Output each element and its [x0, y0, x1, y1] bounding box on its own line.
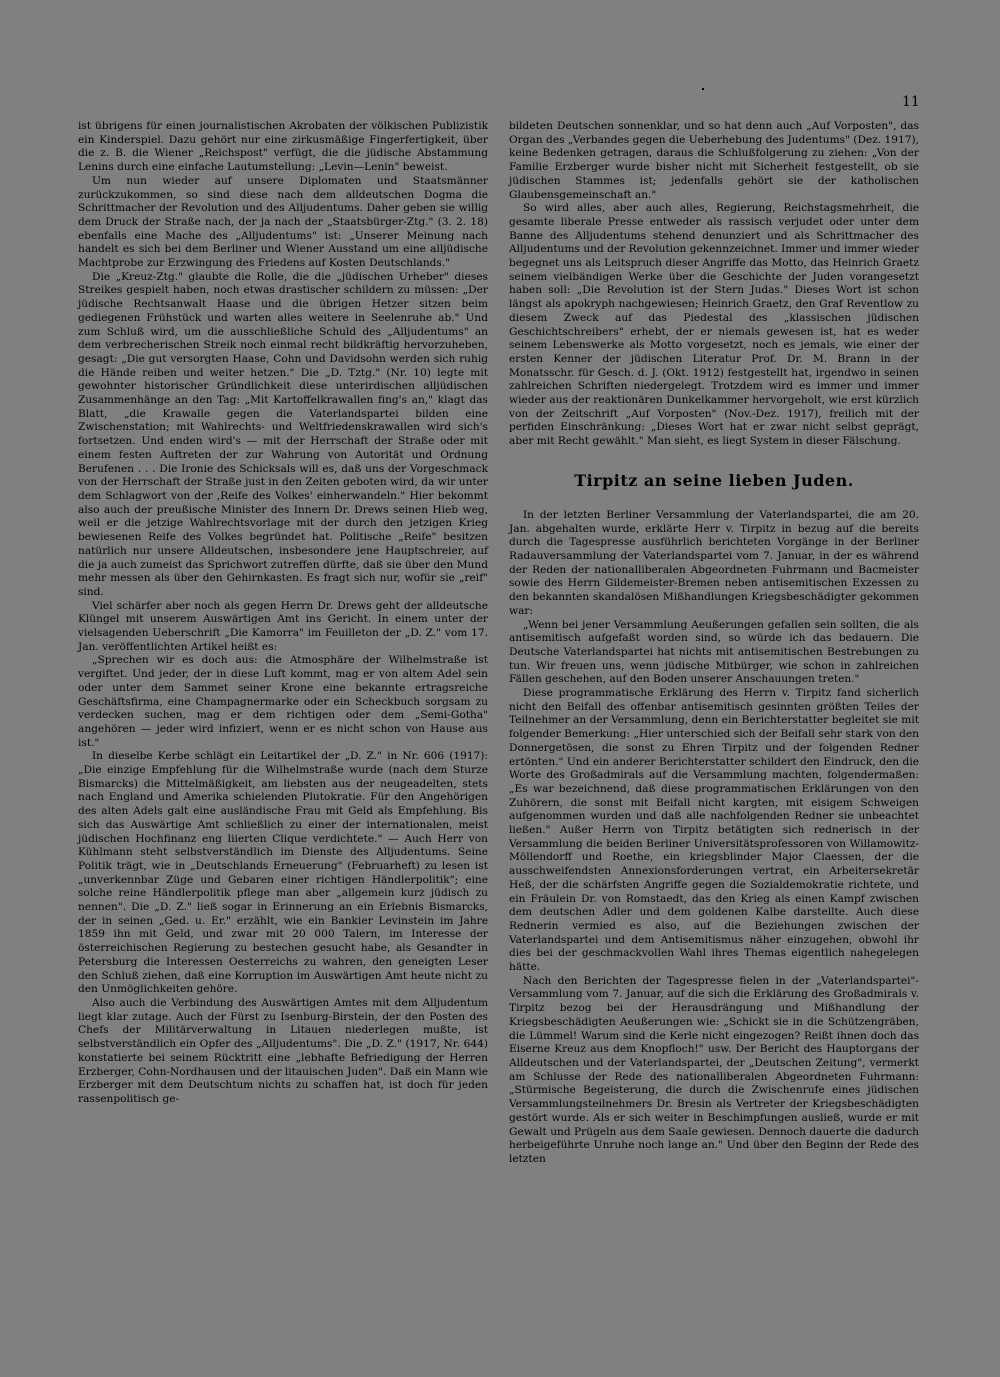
block-quote: „Sprechen wir es doch aus: die Atmosphäre der Wilhelmstraße ist vergiftet. Und jeder, der in diese Luft kommt, mag er von altem Adel sein oder unter dem Sammet seiner Krone eine bekannte ertragsreiche Geschäftsfirma, eine Champagnermarke oder ein Scheckbuch sorgsam zu verdecken suchen, mag er dem richtigen oder dem „Semi-Gotha" angehören — jeder wird infiziert, wenn er es nicht schon von Hause aus ist." — [78, 654, 488, 749]
left-column — [78, 120, 488, 1285]
paragraph: Also auch die Verbindung des Auswärtigen Amtes mit dem Alljudentum liegt klar zutage. Auch der Fürst zu Isenburg-Birstein, der den Posten des Chefs der Militärverwaltung in Litauen niederlegen mußte, ist selbstverständlich ein Opfer des „Alljudentums". Die „D. Z." (1917, Nr. 644) konstatierte bei seinem Rücktritt eine „lebhafte Befriedigung der Herren Erzberger, Cohn-Nordhausen und der litauischen Juden". Daß ein Mann wie Erzberger mit dem Deutschtum nichts zu schaffen hat, ist doch für jeden rassenpolitisch ge- — [78, 997, 488, 1105]
paragraph: Diese programmatische Erklärung des Herrn v. Tirpitz fand sicherlich nicht den Beifall des offenbar antisemitisch gesinnten größten Teiles der Teilnehmer an der Versammlung, denn ein Berichterstatter begleitet sie mit folgender Bemerkung: „Hier unterschied sich der Beifall sehr stark von den Donnergetösen, die sonst zu Ehren Tirpitz und der folgenden Redner ertönten." Und ein anderer Berichterstatter schildert den Eindruck, den die Worte des Großadmirals auf die Versammlung machten, folgendermaßen: „Es war bezeichnend, daß diese programmatischen Erklärungen von den Zuhörern, die sonst mit Beifall nicht kargten, mit eisigem Schweigen aufgenommen wurden und daß alle nachfolgenden Redner sie unbeachtet ließen." Außer Herrn von Tirpitz betätigten sich rednerisch in der Versammlung die beiden Berliner Universitätsprofessoren von Willamowitz-Möllendorff und Roethe, ein kriegsblinder Major Claessen, der die ausschweifendsten Annexionsforderungen vertrat, ein Arbeitersekretär Heß, der die schärfsten Angriffe gegen die Sozialdemokratie richtete, und ein Fräulein Dr. von Romstaedt, das den Krieg als einen Kampf zwischen dem deutschen Adler und dem goldenen Kalbe darstellte. Auch diese Rednerin vermied es also, auf die Beziehungen zwischen der Vaterlandspartei und dem Antisemitismus näher einzugehen, obwohl ihr dies bei der geschmackvollen Wahl ihres Themas eigentlich nahegelegen hätte. — [509, 687, 919, 974]
paragraph: Die „Kreuz-Ztg." glaubte die Rolle, die die „jüdischen Urheber" dieses Streikes gespielt haben, noch etwas drastischer schildern zu müssen: „Der jüdische Rechtsanwalt Haase und die übrigen Hetzer sitzen beim gediegenen Frühstück und warten alles weitere in Seelenruhe ab." Und zum Schluß wird, um die ausschließliche Schuld des „Alljudentums" an dem verbrecherischen Streik noch einmal recht bildkräftig hervorzuheben, gesagt: „Die gut versorgten Haase, Cohn und Davidsohn werden sich ruhig die Hände reiben und weiter hetzen." Die „D. Tztg." (Nr. 10) legte mit gewohnter historischer Gründlichkeit diese unterirdischen alljüdischen Zusammenhänge an den Tag: „Mit Kartoffelkrawallen fing's an," klagt das Blatt, „die Krawalle gegen die Vaterlandspartei bilden eine Zwischenstation; mit Wahlrechts- und Weltfriedenskrawallen wird sich's fortsetzen. Und enden wird's — mit der Herrschaft der Straße oder mit einem festen Auftreten der zur Wahrung von Autorität und Ordnung Berufenen . . . Die Ironie des Schicksals will es, daß uns der Vorgeschmack von der Herrschaft der Straße just in den Zeiten geboten wird, da wir unter dem Schlagwort von der ‚Reife des Volkes' einherwandeln." Hier bekommt also auch der preußische Minister des Innern Dr. Drews seinen Hieb weg, weil er die jetzige Wahlrechtsvorlage mit der durch den jetzigen Krieg bewiesenen Reife des Volkes begründet hat. Politische „Reife" besitzen natürlich nur unsere Alldeutschen, insbesondere jene Hauptschreier, auf die ja auch zumeist das Sprichwort zutreffen dürfte, daß sie über den Mund mehr messen als über den Gehirnkasten. Es fragt sich nur, wofür sie „reif" sind. — [78, 270, 488, 598]
paragraph: In der letzten Berliner Versammlung der Vaterlandspartei, die am 20. Jan. abgehalten wurde, erklärte Herr v. Tirpitz in bezug auf die bereits durch die Tagespresse ausführlich berichteten Vorgänge in der Berliner Radauversammlung der Vaterlandspartei vom 7. Januar, in der es während der Reden der nationalliberalen Abgeordneten Fuhrmann und Bacmeister sowie des Herrn Gildemeister-Bremen neben antisemitischen Exzessen zu den bekannten skandalösen Mißhandlungen Kriegsbeschädigter gekommen war: — [509, 508, 919, 617]
paragraph: So wird alles, aber auch alles, Regierung, Reichstagsmehrheit, die gesamte liberale Presse entweder als rassisch verjudet oder unter dem Banne des Alljudentums stehend denunziert und als Schrittmacher des Alljudentums und der Revolution gekennzeichnet. Immer und immer wieder begegnet uns als Leitspruch dieser Angriffe das Motto, das Heinrich Graetz seinem vielbändigen Werke über die Geschichte der Juden vorangesetzt haben soll: „Die Revolution ist der Stern Judas." Dieses Wort ist schon längst als apokryph nachgewiesen; Heinrich Graetz, den Graf Reventlow zu diesem Zweck auf das Piedestal des „klassischen jüdischen Geschichtschreibers" erhebt, der er niemals gewesen ist, hat es weder seinem Lebenswerke als Motto vorgesetzt, noch es jemals, wie einer der ersten Kenner der jüdischen Literatur Prof. Dr. M. Brann in der Monatsschr. für Gesch. d. J. (Okt. 1912) festgestellt hat, irgendwo in seinen zahlreichen Schriften niedergelegt. Trotzdem wird es immer und immer wieder aus der reaktionären Dunkelkammer hervorgeholt, wie erst kürzlich von der Zeitschrift „Auf Vorposten" (Nov.-Dez. 1917), freilich mit der perfiden Einschränkung: „Dieses Wort hat er zwar nicht selbst geprägt, aber mit Recht gewählt." Man sieht, es liegt System in dieser Fälschung. — [509, 202, 919, 448]
page-number: 11 — [902, 94, 920, 110]
paragraph: Um nun wieder auf unsere Diplomaten und Staatsmänner zurückzukommen, so sind diese nach dem alldeutschen Dogma die Schrittmacher der Revolution und des Alljudentums. Daher geben sie willig dem Druck der Straße nach, der ja nach der „Staatsbürger-Ztg." (3. 2. 18) ebenfalls eine Mache des „Alljudentums" ist: „Unserer Meinung nach handelt es sich bei dem Berliner und Wiener Ausstand um eine alljüdische Machtprobe zur Erzwingung des Friedens auf Kosten Deutschlands." — [78, 174, 488, 270]
paragraph: In dieselbe Kerbe schlägt ein Leitartikel der „D. Z." in Nr. 606 (1917): „Die einzige Empfehlung für die Wilhelmstraße wurde (nach dem Sturze Bismarcks) die Mittelmäßigkeit, am liebsten aus der neugeadelten, stets nach England und Amerika schielenden Plutokratie. Für den Angehörigen des alten Adels galt eine ausländische Frau mit Geld als Empfehlung. Bis sich das Auswärtige Amt schließlich zu einer der internationalen, meist jüdischen Hochfinanz eng liierten Clique verdichtete." — Auch Herr von Kühlmann steht selbstverständlich im Dienste des Alljudentums. Seine Politik trägt, wie in „Deutschlands Erneuerung" (Februarheft) zu lesen ist „unverkennbar Züge und Gebaren einer richtigen Händlerpolitik"; eine solche reine Händlerpolitik pflege man aber „allgemein kurz jüdisch zu nennen". Die „D. Z." ließ sogar in Erinnerung an ein Erlebnis Bismarcks, der in seinen „Ged. u. Er." erzählt, wie ein Bankier Levinstein im Jahre 1859 ihn mit Geld, und zwar mit 20 000 Talern, im Interesse der österreichischen Regierung zu bestechen gesucht habe, als Gesandter in Petersburg die Interessen Oesterreichs zu wahren, den geneigten Leser den Schluß ziehen, daß eine Korruption im Auswärtigen Amt heute nicht zu den Unmöglichkeiten gehöre. — [78, 750, 488, 996]
print-speck — [702, 88, 704, 90]
paragraph: Nach den Berichten der Tagespresse fielen in der „Vaterlandspartei"-Versammlung vom 7. Januar, auf die sich die Erklärung des Großadmirals v. Tirpitz bezog bei der Herausdrängung und Mißhandlung der Kriegsbeschädigten Aeußerungen wie: „Schickt sie in die Schützengräben, die Lümmel! Warum sind die Kerle nicht eingezogen? Reißt ihnen doch das Eiserne Kreuz aus dem Knopfloch!" usw. Der Bericht des Hauptorgans der Alldeutschen und der Vaterlandspartei, der „Deutschen Zeitung", vermerkt am Schlusse der Rede des nationalliberalen Abgeordneten Fuhrmann: „Stürmische Begeisterung, die durch die Zwischenrufe eines jüdischen Versammlungsteilnehmers Dr. Bresin als Vertreter der Kriegsbeschädigten gestört wurde. Als er sich weiter in Beschimpfungen ausließ, wurde er mit Gewalt und Prügeln aus dem Saale gewiesen. Dennoch dauerte die dadurch herbeigeführte Unruhe noch lange an." Und über den Beginn der Rede des letzten — [509, 974, 919, 1165]
article-headline: Tirpitz an seine lieben Juden. — [574, 470, 854, 490]
block-quote: „Wenn bei jener Versammlung Aeußerungen gefallen sein sollten, die als antisemitisch aufgefaßt worden sind, so würde ich das bedauern. Die Deutsche Vaterlandspartei hat nichts mit antisemitischen Bestrebungen zu tun. Wir freuen uns, wenn jüdische Mitbürger, wie schon in zahlreichen Fällen geschehen, auf den Boden unserer Anschauungen treten." — [509, 618, 919, 686]
paragraph: bildeten Deutschen sonnenklar, und so hat denn auch „Auf Vorposten", das Organ des „Verbandes gegen die Ueberhebung des Judentums" (Dez. 1917), keine Bedenken getragen, daraus die Schlußfolgerung zu ziehen: „Von der Familie Erzberger wurde bisher nicht mit Sicherheit festgestellt, ob sie jüdischen Stammes ist; jedenfalls gehört sie der katholischen Glaubensgemeinschaft an." — [509, 120, 919, 201]
paragraph: Viel schärfer aber noch als gegen Herrn Dr. Drews geht der alldeutsche Klüngel mit unserem Auswärtigen Amt ins Gericht. In einem unter der vielsagenden Ueberschrift „Die Kamorra" im Feuilleton der „D. Z." vom 17. Jan. veröffentlichten Artikel heißt es: — [78, 599, 488, 653]
paragraph: ist übrigens für einen journalistischen Akrobaten der völkischen Publizistik ein Kinderspiel. Dazu gehört nur eine zirkusmäßige Fingerfertigkeit, über die z. B. die Wiener „Reichspost" verfügt, die die jüdische Abstammung Lenins durch eine einfache Lautumstellung: „Levin—Lenin" beweist. — [78, 120, 488, 174]
right-column — [509, 120, 919, 1285]
